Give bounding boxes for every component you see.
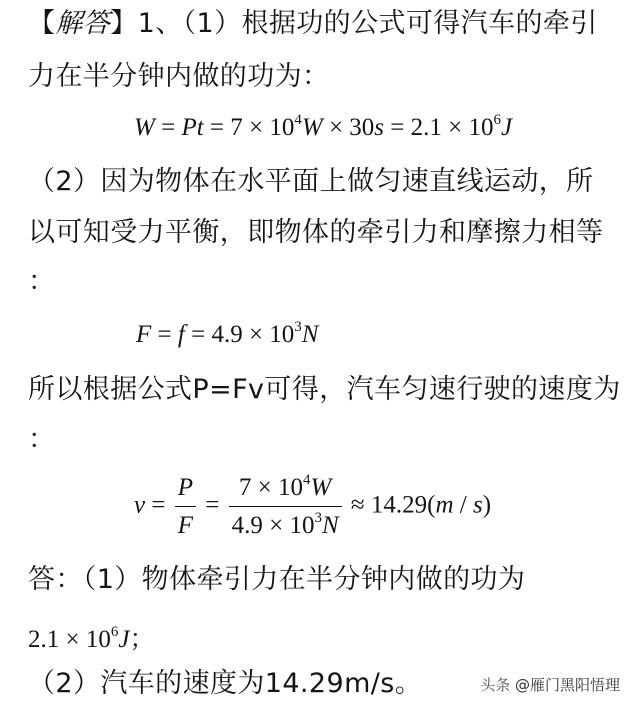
formula-velocity-eq: = (145, 491, 172, 519)
formula-velocity-fraction-pf (175, 474, 196, 540)
formula-friction (136, 321, 318, 349)
answer-line-4: 以可知受力平衡，即物体的牵引力和摩擦力相等 (28, 217, 604, 248)
fraction-values-denominator (229, 506, 342, 540)
formula-velocity-fraction-values (229, 474, 342, 540)
fraction-values-numerator (229, 474, 342, 506)
fraction-values-denominator-a: 4.9 × 10 (231, 512, 315, 539)
watermark-brand: @雁门黑阳悟理 (514, 676, 620, 694)
answer-line-2: 力在半分钟内做的功为： (28, 61, 330, 92)
fraction-values-numerator-unit: W (310, 474, 332, 501)
formula-work-result-value: 2.1 × 10 (28, 626, 111, 653)
formula-velocity-close: ) (482, 491, 492, 519)
formula-velocity-v: v (134, 491, 146, 519)
formula-work-result-semicolon: ； (129, 626, 155, 653)
formula-work-result (28, 619, 154, 655)
answer-line-7: ： (28, 424, 56, 455)
formula-friction-exp: 3 (294, 319, 302, 335)
formula-work-unit-w: W (301, 114, 323, 141)
formula-work-mul: × 30 (322, 114, 375, 141)
formula-work-pt: Pt (181, 114, 204, 141)
fraction-values-numerator-a: 7 × 10 (238, 474, 304, 501)
formula-work-result-exp: 6 (110, 624, 119, 640)
answer-line-1-text: 1、（1）根据功的公式可得汽车的牵引 (137, 8, 598, 39)
fraction-pf-numerator: P (177, 474, 193, 501)
answer-line-8: 答：（1）物体牵引力在半分钟内做的功为 (28, 564, 526, 595)
formula-velocity-slash: / (453, 491, 473, 519)
answer-bracket-open: 【 (28, 8, 56, 39)
formula-velocity (134, 474, 491, 540)
watermark (480, 674, 620, 695)
answer-line-3: （2）因为物体在水平面上做匀速直线运动，所 (28, 166, 594, 197)
formula-work-eq: = (154, 114, 182, 141)
answer-label: 解答 (55, 8, 111, 39)
formula-work-exp-a: 4 (294, 112, 302, 128)
formula-friction-unit-n: N (301, 321, 319, 348)
formula-work-unit-s: s (374, 114, 385, 141)
formula-work-value-a: = 7 × 10 (203, 114, 295, 141)
formula-work-unit-j: J (500, 114, 513, 141)
formula-friction-eq: = (151, 321, 178, 348)
answer-bracket-close: 】 (110, 8, 138, 39)
watermark-prefix: 头条 (480, 676, 515, 694)
formula-work-exp-b: 6 (493, 112, 501, 128)
formula-work-w: W (134, 114, 155, 141)
answer-line-1 (28, 6, 598, 42)
fraction-values-numerator-exp: 4 (303, 472, 311, 488)
answer-line-6: 所以根据公式P=Fv可得，汽车匀速行驶的速度为 (28, 374, 621, 405)
formula-friction-f-upper: F (136, 321, 152, 348)
formula-work (134, 114, 512, 142)
fraction-values-denominator-exp: 3 (314, 510, 322, 526)
formula-work-value-b: = 2.1 × 10 (384, 114, 494, 141)
formula-friction-value: = 4.9 × 10 (184, 321, 295, 348)
formula-velocity-unit-s: s (472, 491, 483, 519)
formula-work-result-unit: J (118, 626, 130, 653)
answer-line-5: ： (28, 266, 56, 297)
formula-velocity-approx: ≈ 14.29( (344, 491, 436, 519)
formula-friction-f-lower: f (177, 321, 185, 348)
answer-line-9: （2）汽车的速度为14.29m/s。 (28, 668, 423, 699)
fraction-pf-denominator: F (175, 506, 196, 540)
formula-velocity-eq2: = (199, 491, 226, 519)
fraction-values-denominator-unit: N (321, 512, 339, 539)
formula-velocity-unit-m: m (435, 491, 454, 519)
